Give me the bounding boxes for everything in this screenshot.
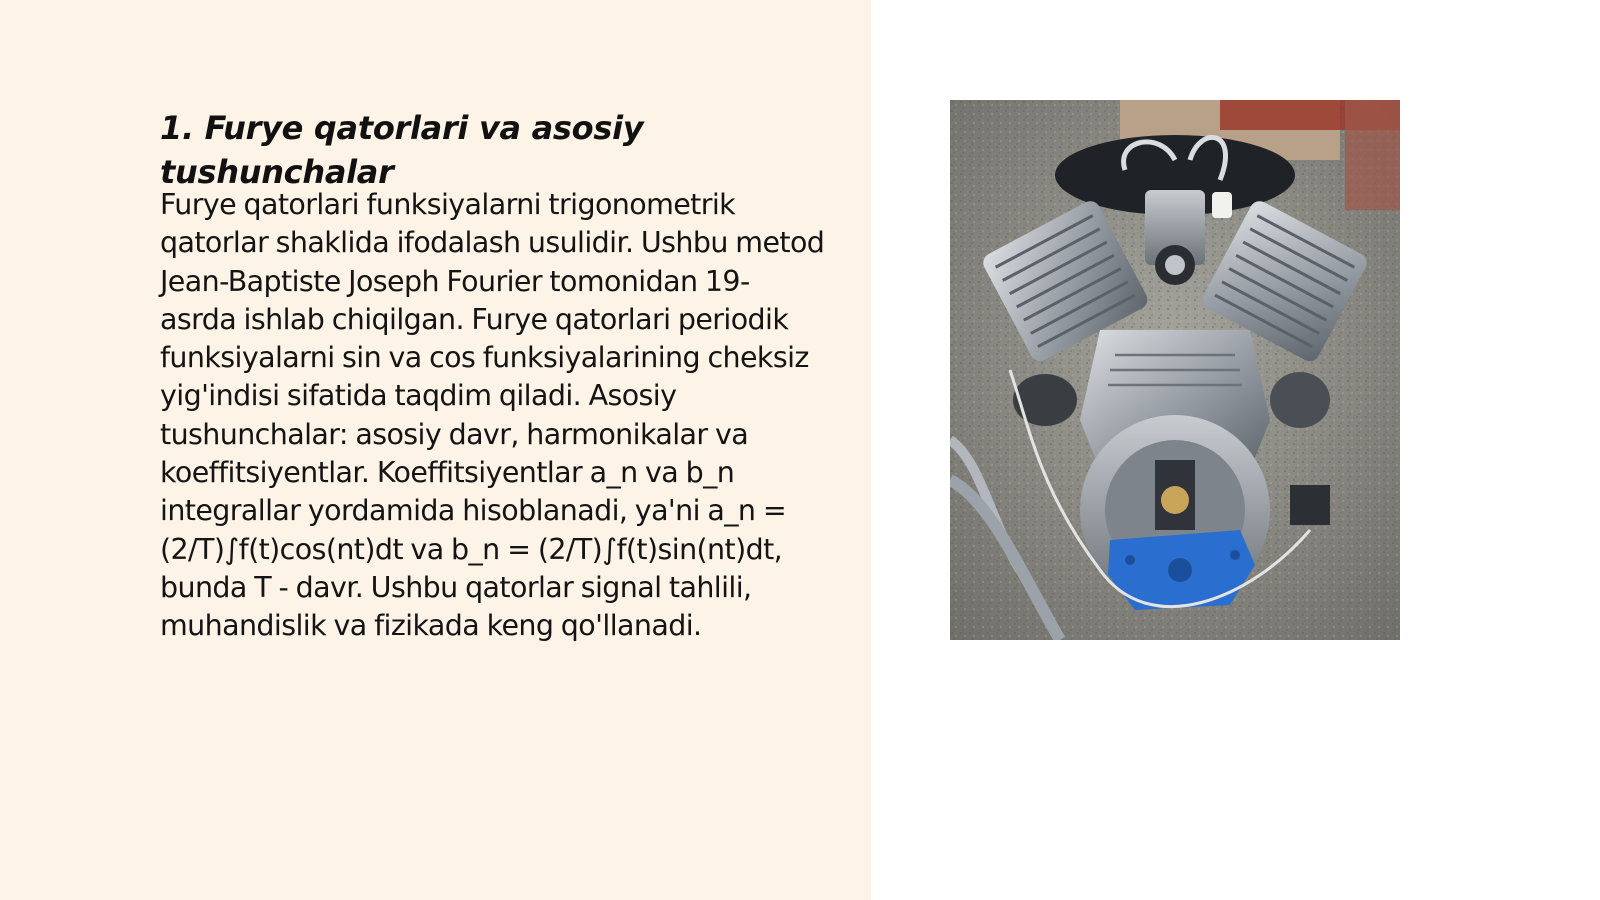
starter-motor — [1013, 374, 1077, 426]
engine-photo — [950, 100, 1400, 640]
slide-body-text: Furye qatorlari funksiyalarni trigonometrik qatorlar shaklida ifodalash usulidir. Ushbu metod Jean-Baptiste Joseph Fourier tomonidan 19-asrda ishlab chiqilgan. Furye qatorlari periodik funksiyalarni sin va cos funksiyalarining cheksiz yig'indisi sifatida taqdim qiladi. Asosiy tushunchalar: asosiy davr, harmonikalar va koeffitsiyentlar. Koeffitsiyentlar a_n va b_n integrallar yordamida hisoblanadi, ya'ni a_n = (2/T)∫f(t)cos(nt)dt va b_n = (2/T)∫f(t)sin(nt)dt, bunda T - davr. Ushbu qatorlar signal tahlili, muhandislik va fizikada keng qo'llanadi. — [160, 188, 825, 643]
slide-title: 1. Furye qatorlari va asosiy tushunchalar — [160, 109, 644, 191]
engine-illustration — [950, 100, 1400, 640]
